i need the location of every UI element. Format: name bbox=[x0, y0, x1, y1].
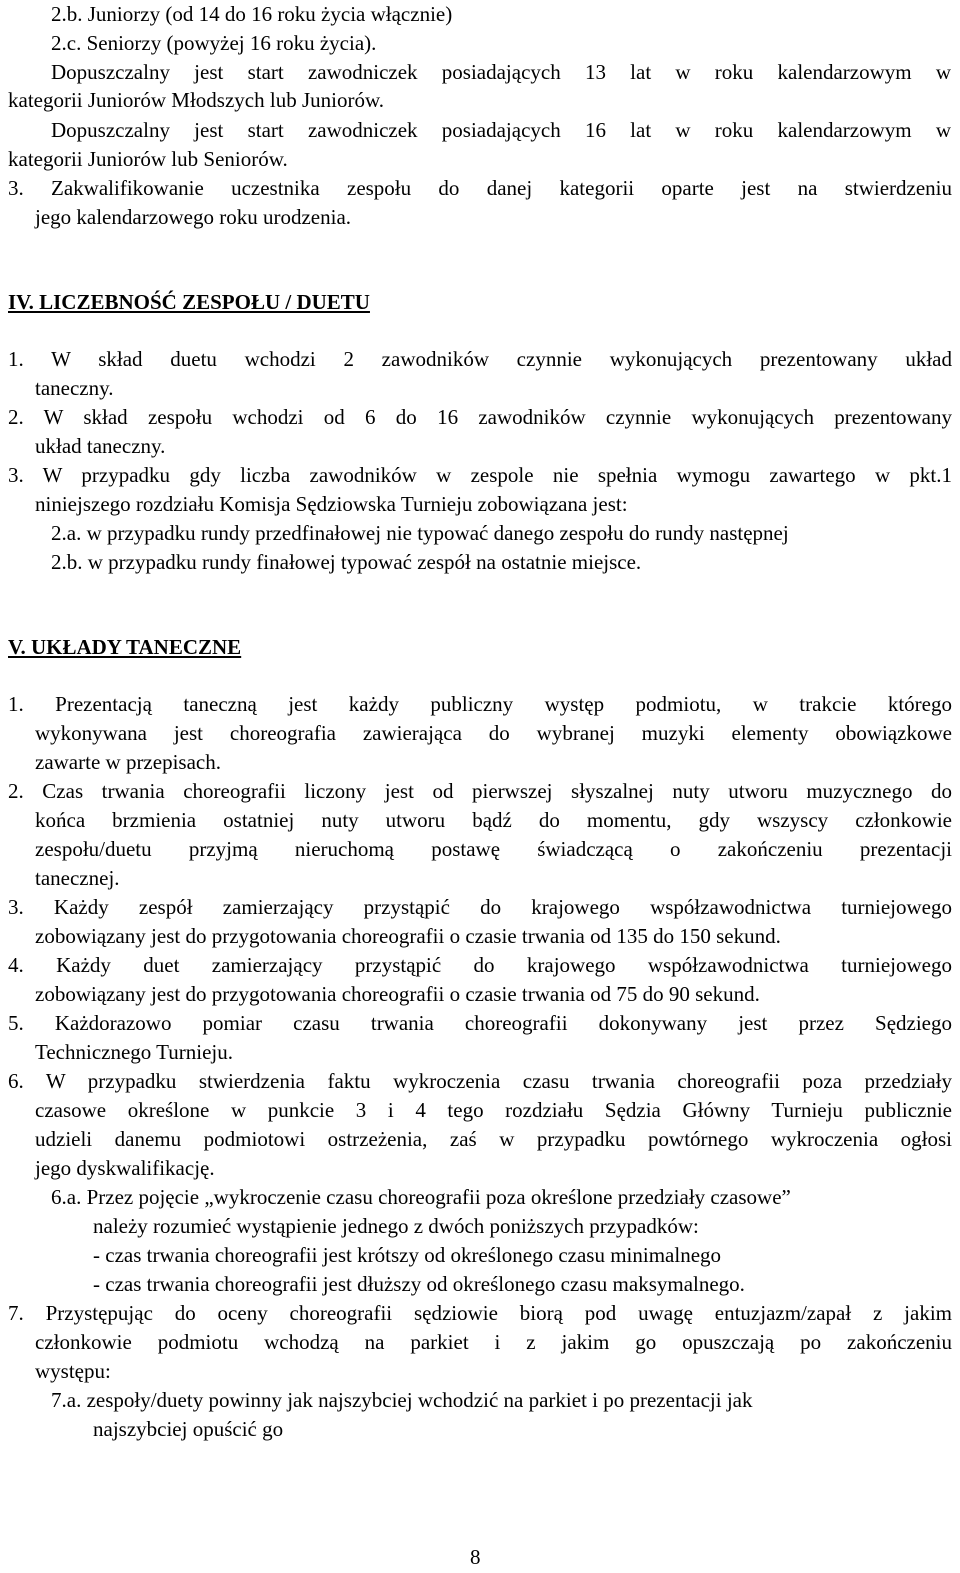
list-item: 2.a. w przypadku rundy przedfinałowej nie typować danego zespołu do rundy następnej bbox=[51, 521, 789, 545]
list-item: 2.b. w przypadku rundy finałowej typować zespół na ostatnie miejsce. bbox=[51, 550, 642, 574]
list-item: 6.a. Przez pojęcie „wykroczenie czasu choreografii poza określone przedziały czasowe” bbox=[51, 1185, 791, 1209]
paragraph-line: występu: bbox=[35, 1359, 111, 1383]
list-item: - czas trwania choreografii jest dłuższy od określonego czasu maksymalnego. bbox=[93, 1272, 745, 1296]
paragraph-line: tanecznej. bbox=[35, 866, 120, 890]
paragraph-line: 3. Każdy zespół zamierzający przystąpić do krajowego współzawodnictwa turniejowego bbox=[8, 895, 952, 919]
list-item: 7.a. zespoły/duety powinny jak najszybciej wchodzić na parkiet i po prezentacji jak bbox=[51, 1388, 753, 1412]
list-item: należy rozumieć wystąpienie jednego z dwóch poniższych przypadków: bbox=[93, 1214, 699, 1238]
paragraph-line: 6. W przypadku stwierdzenia faktu wykroczenia czasu trwania choreografii poza przedziały bbox=[8, 1069, 952, 1093]
paragraph-line: zespołu/duetu przyjmą nieruchomą postawę świadczącą o zakończeniu prezentacji bbox=[35, 837, 952, 861]
paragraph-line: niniejszego rozdziału Komisja Sędziowska Turnieju zobowiązana jest: bbox=[35, 492, 628, 516]
paragraph-line: 2. Czas trwania choreografii liczony jest od pierwszej słyszalnej nuty utworu muzycznego do bbox=[8, 779, 952, 803]
paragraph-line: 7. Przystępując do oceny choreografii sędziowie biorą pod uwagę entuzjazm/zapał z jakim bbox=[8, 1301, 952, 1325]
paragraph-line: 3. W przypadku gdy liczba zawodników w zespole nie spełnia wymogu zawartego w pkt.1 bbox=[8, 463, 952, 487]
paragraph-line: zobowiązany jest do przygotowania choreografii o czasie trwania od 75 do 90 sekund. bbox=[35, 982, 760, 1006]
paragraph-line: zobowiązany jest do przygotowania choreografii o czasie trwania od 135 do 150 sekund. bbox=[35, 924, 781, 948]
paragraph-line: kategorii Juniorów Młodszych lub Juniorów. bbox=[8, 88, 385, 112]
paragraph-line: jego dyskwalifikację. bbox=[35, 1156, 215, 1180]
paragraph-line: 1. W skład duetu wchodzi 2 zawodników czynnie wykonujących prezentowany układ bbox=[8, 347, 952, 371]
list-item: 2.c. Seniorzy (powyżej 16 roku życia). bbox=[51, 31, 377, 55]
list-item: 2.b. Juniorzy (od 14 do 16 roku życia włącznie) bbox=[51, 2, 453, 26]
list-item: - czas trwania choreografii jest krótszy od określonego czasu minimalnego bbox=[93, 1243, 722, 1267]
paragraph-line: taneczny. bbox=[35, 376, 114, 400]
paragraph-line: udzieli danemu podmiotowi ostrzeżenia, zaś w przypadku powtórnego wykroczenia ogłosi bbox=[35, 1127, 952, 1151]
paragraph-line: Dopuszczalny jest start zawodniczek posiadających 16 lat w roku kalendarzowym w bbox=[51, 118, 951, 142]
paragraph-line: członkowie podmiotu wchodzą na parkiet i z jakim go opuszczają po zakończeniu bbox=[35, 1330, 952, 1354]
paragraph-line: czasowe określone w punkcie 3 i 4 tego rozdziału Sędzia Główny Turnieju publicznie bbox=[35, 1098, 952, 1122]
paragraph-line: 5. Każdorazowo pomiar czasu trwania choreografii dokonywany jest przez Sędziego bbox=[8, 1011, 952, 1035]
paragraph-line: jego kalendarzowego roku urodzenia. bbox=[35, 205, 352, 229]
section-heading: V. UKŁADY TANECZNE bbox=[8, 635, 242, 659]
section-heading: IV. LICZEBNOŚĆ ZESPOŁU / DUETU bbox=[8, 290, 370, 314]
paragraph-line: Dopuszczalny jest start zawodniczek posiadających 13 lat w roku kalendarzowym w bbox=[51, 60, 951, 84]
paragraph-line: Technicznego Turnieju. bbox=[35, 1040, 233, 1064]
paragraph-line: kategorii Juniorów lub Seniorów. bbox=[8, 147, 288, 171]
paragraph-line: wykonywana jest choreografia zawierająca do wybranej muzyki elementy obowiązkowe bbox=[35, 721, 952, 745]
list-item: najszybciej opuścić go bbox=[93, 1417, 284, 1441]
page-number: 8 bbox=[470, 1545, 481, 1569]
paragraph-line: 3. Zakwalifikowanie uczestnika zespołu do danej kategorii oparte jest na stwierdzeniu bbox=[8, 176, 952, 200]
paragraph-line: układ taneczny. bbox=[35, 434, 166, 458]
paragraph-line: 2. W skład zespołu wchodzi od 6 do 16 zawodników czynnie wykonujących prezentowany bbox=[8, 405, 952, 429]
paragraph-line: 1. Prezentacją taneczną jest każdy publiczny występ podmiotu, w trakcie którego bbox=[8, 692, 952, 716]
paragraph-line: 4. Każdy duet zamierzający przystąpić do krajowego współzawodnictwa turniejowego bbox=[8, 953, 952, 977]
paragraph-line: końca brzmienia ostatniej nuty utworu bądź do momentu, gdy wszyscy członkowie bbox=[35, 808, 952, 832]
paragraph-line: zawarte w przepisach. bbox=[35, 750, 221, 774]
